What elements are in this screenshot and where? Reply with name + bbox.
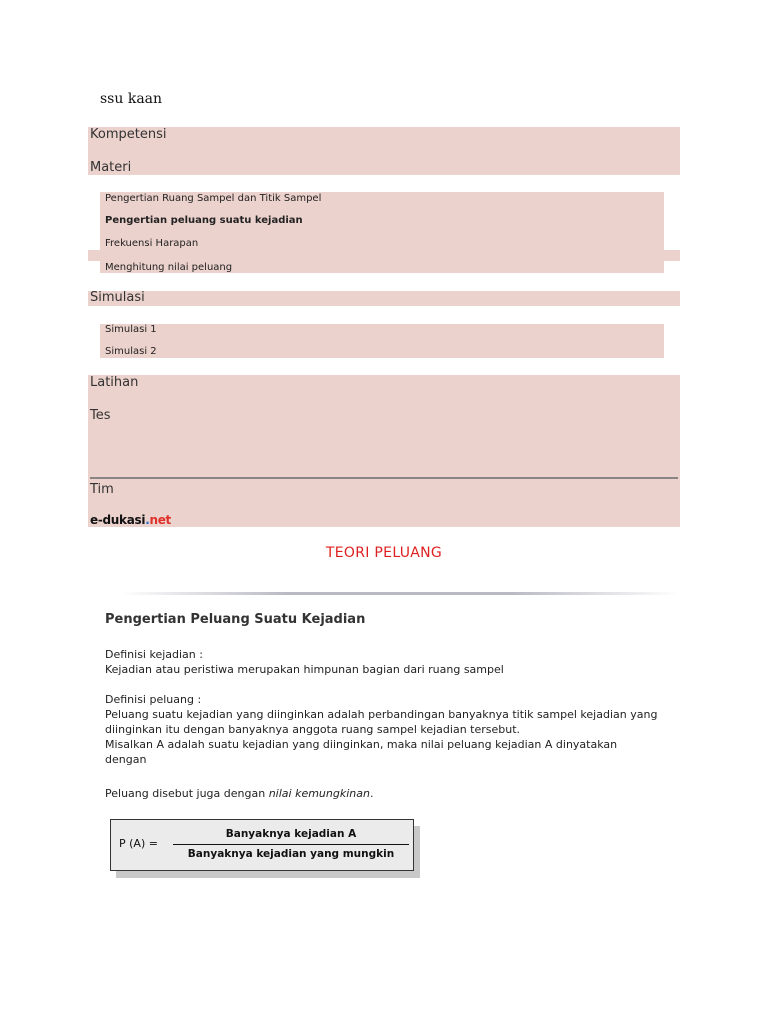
nav-latihan[interactable]: Latihan: [90, 375, 139, 390]
nav-tim[interactable]: Tim: [90, 482, 114, 497]
page-title: TEORI PELUANG: [325, 545, 443, 561]
logo-dot: .: [145, 513, 150, 527]
materi-submenu: [100, 192, 664, 273]
header-text: ssu kaan: [100, 91, 163, 107]
title-separator: [120, 592, 678, 595]
formula-fraction-bar: [173, 844, 409, 845]
materi-item-pengertian-peluang[interactable]: Pengertian peluang suatu kejadian: [105, 215, 303, 226]
peluang-note-suffix: .: [369, 787, 374, 800]
materi-item-menghitung-peluang[interactable]: Menghitung nilai peluang: [105, 262, 233, 273]
def-peluang-text-2: diinginkan itu dengan banyaknya anggota ruang sampel kejadian tersebut.: [105, 723, 521, 736]
simulasi-item-1[interactable]: Simulasi 1: [105, 324, 157, 335]
edukasi-logo[interactable]: [90, 513, 171, 527]
formula-numerator: Banyaknya kejadian A: [225, 828, 357, 840]
nav-materi[interactable]: Materi: [90, 160, 132, 175]
section-heading: Pengertian Peluang Suatu Kejadian: [105, 612, 366, 627]
formula-box: [110, 819, 414, 871]
materi-item-frekuensi-harapan[interactable]: Frekuensi Harapan: [105, 238, 199, 249]
peluang-note-italic: nilai kemungkinan: [268, 787, 370, 800]
nav-simulasi[interactable]: Simulasi: [90, 290, 145, 305]
peluang-note-prefix: Peluang disebut juga dengan: [105, 787, 269, 800]
nav-panel-top: [88, 127, 680, 175]
nav-panel-simulasi: [88, 291, 680, 306]
logo-part2: net: [149, 513, 171, 527]
nav-panel-bottom: [88, 375, 680, 527]
simulasi-submenu: [100, 324, 664, 358]
def-kejadian-label: Definisi kejadian :: [105, 648, 203, 661]
nav-tes[interactable]: Tes: [90, 408, 111, 423]
formula-denominator: Banyaknya kejadian yang mungkin: [187, 848, 395, 860]
def-peluang-text-3: Misalkan A adalah suatu kejadian yang diinginkan, maka nilai peluang kejadian A dinyatakan: [105, 738, 618, 751]
simulasi-item-2[interactable]: Simulasi 2: [105, 346, 157, 357]
nav-kompetensi[interactable]: Kompetensi: [90, 127, 167, 142]
nav-divider: [90, 477, 678, 479]
def-peluang-text-1: Peluang suatu kejadian yang diinginkan adalah perbandingan banyaknya titik sampel kejadian yang: [105, 708, 658, 721]
peluang-note: [105, 786, 685, 801]
formula-lhs: P (A) =: [119, 837, 158, 850]
def-kejadian-text: Kejadian atau peristiwa merupakan himpunan bagian dari ruang sampel: [105, 663, 504, 676]
logo-part1: e-dukasi: [90, 513, 146, 527]
def-peluang-text-4: dengan: [105, 753, 147, 766]
materi-item-ruang-sampel[interactable]: Pengertian Ruang Sampel dan Titik Sampel: [105, 193, 322, 204]
def-peluang-label: Definisi peluang :: [105, 693, 202, 706]
